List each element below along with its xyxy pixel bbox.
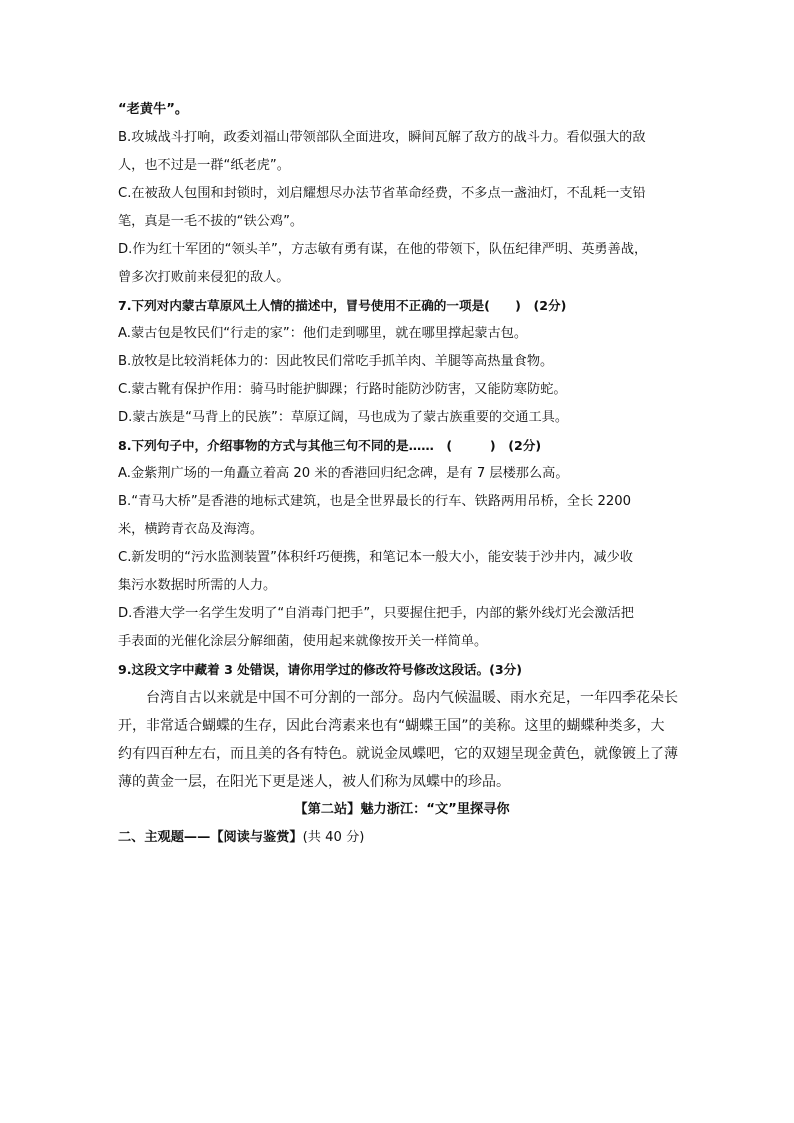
q8-option-c-line-2: 集污水数据时所需的人力。 <box>118 578 277 593</box>
q7-option-c: C.蒙古靴有保护作用：骑马时能护脚踝；行路时能防沙防害，又能防寒防蛇。 <box>118 382 567 397</box>
q8-heading: 8.下列句子中，介绍事物的方式与其他三句不同的是…… ( ) (2分) <box>118 438 542 453</box>
q7-option-b: B.放牧是比较消耗体力的：因此牧民们常吃手抓羊肉、羊腿等高热量食物。 <box>118 354 554 369</box>
q9-passage-line-1: 台湾自古以来就是中国不可分割的一部分。岛内气候温暖、雨水充足，一年四季花朵长 <box>146 690 678 706</box>
section-2-title: 【阅读与鉴赏】 <box>210 830 303 845</box>
q9-passage-line-3: 约有四百种左右，而且美的各有特色。就说金凤蝶吧，它的双翅呈现金黄色，就像镀上了薄 <box>118 746 678 762</box>
q8-option-d-line-1: D.香港大学一名学生发明了“自消毒门把手”，只要握住把手，内部的紫外线灯光会激活把 <box>118 606 634 621</box>
q9-heading: 9.这段文字中藏着 3 处错误，请你用学过的修改符号修改这段话。(3分) <box>118 662 522 677</box>
q6-option-c-line-2: 笔，真是一毛不拔的“铁公鸡”。 <box>118 214 304 229</box>
q7-option-a: A.蒙古包是牧民们“行走的家”：他们走到哪里，就在哪里撑起蒙古包。 <box>118 326 528 341</box>
q6-option-c-line-1: C.在被敌人包围和封锁时，刘启耀想尽办法节省革命经费，不多点一盏油灯，不乱耗一支铅 <box>118 186 646 201</box>
q8-option-c-line-1: C.新发明的“污水监测装置”体积纤巧便携，和笔记本一般大小，能安装于沙井内，减少收 <box>118 550 633 565</box>
section-2-heading <box>118 824 678 852</box>
q9-passage-line-4: 薄的黄金一层，在阳光下更是迷人，被人们称为凤蝶中的珍品。 <box>118 774 510 790</box>
q7-heading: 7.下列对内蒙古草原风土人情的描述中，冒号使用不正确的一项是( ) (2分) <box>118 298 567 313</box>
q8-option-a: A.金紫荆广场的一角矗立着高 20 米的香港回归纪念碑，是有 7 层楼那么高。 <box>118 466 569 481</box>
q8-option-b-line-2: 米，横跨青衣岛及海湾。 <box>118 522 264 537</box>
page-content <box>118 96 678 852</box>
q7-option-d: D.蒙古族是“马背上的民族”：草原辽阔，马也成为了蒙古族重要的交通工具。 <box>118 410 569 425</box>
q6-option-d-line-1: D.作为红十军团的“领头羊”，方志敏有勇有谋，在他的带领下，队伍纪律严明、英勇善战， <box>118 242 648 257</box>
q6-option-b-line-1: B.攻城战斗打响，政委刘福山带领部队全面进攻，瞬间瓦解了敌方的战斗力。看似强大的敌 <box>118 130 646 145</box>
section-2-score: (共 40 分) <box>302 830 365 845</box>
q6-option-a-tail: “老黄牛”。 <box>118 102 189 117</box>
q8-option-d-line-2: 手表面的光催化涂层分解细菌，使用起来就像按开关一样简单。 <box>118 634 488 649</box>
q6-option-d-line-2: 曾多次打败前来侵犯的敌人。 <box>118 270 290 285</box>
station-2-title: 【第二站】魅力浙江：“文”里探寻你 <box>294 802 510 817</box>
q8-option-b-line-1: B.“青马大桥”是香港的地标式建筑，也是全世界最长的行车、铁路两用吊桥，全长 2200 <box>118 494 632 509</box>
q6-option-b-line-2: 人，也不过是一群“纸老虎”。 <box>118 158 290 173</box>
section-2-prefix: 二、主观题—— <box>118 830 211 845</box>
q9-passage-line-2: 开，非常适合蝴蝶的生存，因此台湾素来也有“蝴蝶王国”的美称。这里的蝴蝶种类多，大 <box>118 718 665 734</box>
